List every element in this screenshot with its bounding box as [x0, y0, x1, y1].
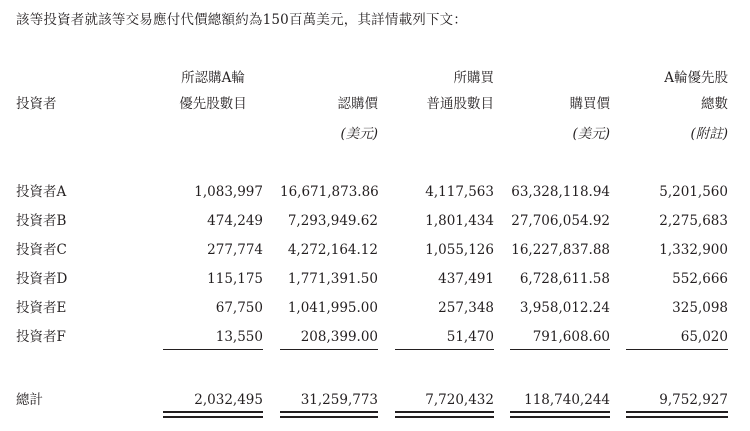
row-investor-name: 投資者C	[16, 242, 67, 258]
row-total-a-shares: 552,666	[672, 271, 728, 287]
row-class-a-shares: 115,175	[207, 271, 263, 287]
row-total-a-shares: 5,201,560	[659, 184, 728, 200]
total-double-rule-top	[280, 411, 378, 413]
row-common-shares: 1,801,434	[425, 213, 494, 229]
total-double-rule-bottom	[163, 416, 263, 418]
header-class-a-line1: 所認購A輪	[181, 70, 245, 86]
total-double-rule-top	[626, 411, 728, 413]
header-total-a-line1: A輪優先股	[664, 70, 728, 86]
total-double-rule-bottom	[626, 416, 728, 418]
header-class-a-line2: 優先股數目	[179, 96, 247, 112]
row-subscription-price: 208,399.00	[300, 329, 378, 345]
subtotal-rule	[163, 349, 263, 350]
row-purchase-price: 6,728,611.58	[519, 271, 610, 287]
row-class-a-shares: 67,750	[215, 300, 263, 316]
total-class-a-shares: 2,032,495	[194, 392, 263, 408]
header-purchase-price: 購買價	[569, 96, 610, 112]
total-double-rule-top	[395, 411, 494, 413]
header-subscription-price: 認購價	[337, 96, 378, 112]
total-subscription-price: 31,259,773	[300, 392, 378, 408]
header-subscription-price-unit: (美元)	[340, 126, 378, 142]
row-purchase-price: 63,328,118.94	[511, 184, 610, 200]
row-class-a-shares: 474,249	[207, 213, 263, 229]
row-purchase-price: 27,706,054.92	[511, 213, 610, 229]
header-investor: 投資者	[16, 96, 57, 112]
row-class-a-shares: 277,774	[207, 242, 263, 258]
row-total-a-shares: 65,020	[680, 329, 728, 345]
header-total-a-note: (附註)	[690, 126, 728, 142]
total-double-rule-top	[163, 411, 263, 413]
total-double-rule-bottom	[395, 416, 494, 418]
row-class-a-shares: 1,083,997	[194, 184, 263, 200]
row-common-shares: 4,117,563	[425, 184, 494, 200]
subtotal-rule	[510, 349, 610, 350]
row-investor-name: 投資者D	[16, 271, 68, 287]
header-common-line2: 普通股數目	[426, 96, 494, 112]
row-subscription-price: 4,272,164.12	[287, 242, 378, 258]
row-subscription-price: 1,041,995.00	[287, 300, 378, 316]
subtotal-rule	[626, 349, 728, 350]
row-purchase-price: 791,608.60	[532, 329, 610, 345]
header-common-line1: 所購買	[453, 70, 494, 86]
row-purchase-price: 3,958,012.24	[519, 300, 610, 316]
row-investor-name: 投資者B	[16, 213, 67, 229]
row-investor-name: 投資者F	[16, 329, 66, 345]
row-common-shares: 437,491	[438, 271, 494, 287]
row-common-shares: 257,348	[438, 300, 494, 316]
total-double-rule-bottom	[280, 416, 378, 418]
subtotal-rule	[280, 349, 378, 350]
header-purchase-price-unit: (美元)	[572, 126, 610, 142]
row-purchase-price: 16,227,837.88	[511, 242, 610, 258]
row-class-a-shares: 13,550	[215, 329, 263, 345]
intro-paragraph: 該等投資者就該等交易應付代價總額約為150百萬美元，其詳情載列下文：	[16, 12, 468, 28]
total-label: 總計	[16, 392, 43, 408]
row-total-a-shares: 2,275,683	[659, 213, 728, 229]
total-double-rule-bottom	[510, 416, 610, 418]
row-total-a-shares: 325,098	[672, 300, 728, 316]
row-investor-name: 投資者E	[16, 300, 67, 316]
header-total-a-line2: 總數	[701, 96, 728, 112]
total-total-a-shares: 9,752,927	[659, 392, 728, 408]
row-common-shares: 51,470	[446, 329, 494, 345]
row-subscription-price: 7,293,949.62	[287, 213, 378, 229]
row-investor-name: 投資者A	[16, 184, 67, 200]
row-common-shares: 1,055,126	[425, 242, 494, 258]
row-subscription-price: 1,771,391.50	[287, 271, 378, 287]
total-common-shares: 7,720,432	[425, 392, 494, 408]
subtotal-rule	[395, 349, 494, 350]
row-total-a-shares: 1,332,900	[659, 242, 728, 258]
row-subscription-price: 16,671,873.86	[280, 184, 379, 200]
total-purchase-price: 118,740,244	[524, 392, 610, 408]
total-double-rule-top	[510, 411, 610, 413]
